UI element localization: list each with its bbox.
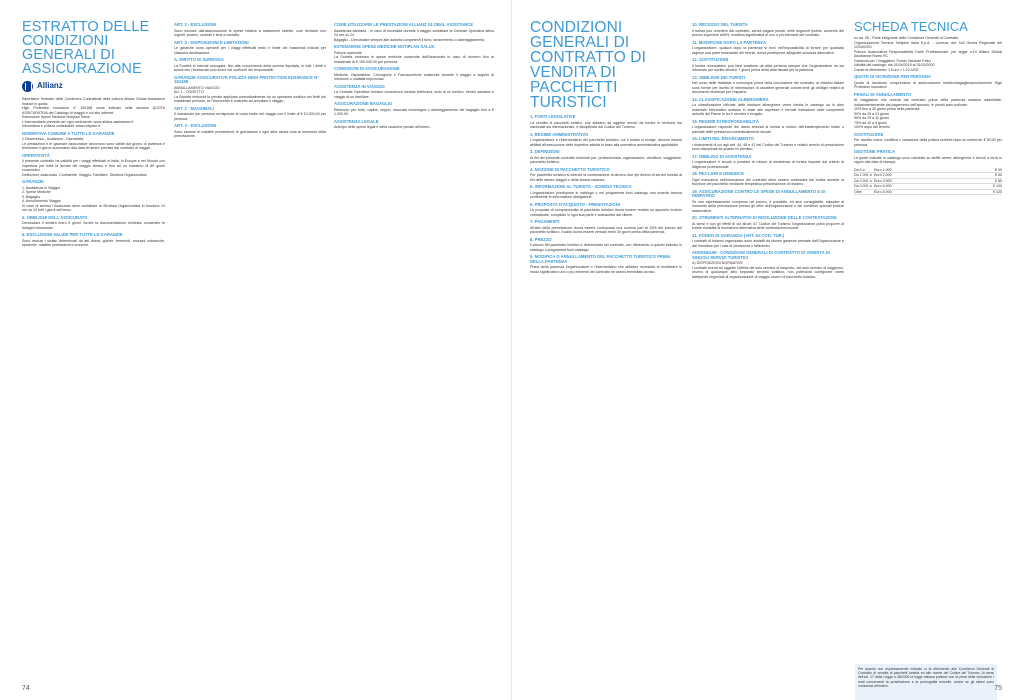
sections (530, 115, 682, 274)
section-text: La vendita di pacchetti turistici, che abbiano ad oggetto servizi da fornire in territorio sia nazionale sia internazionale, è disciplinata dal Codice del Turismo. (530, 120, 682, 129)
table-cell: Euro 2.000 (874, 173, 892, 177)
section-title: 19. ASSICURAZIONE CONTRO LE SPESE DI ANNULLAMENTO E DI RIMPATRIO (692, 188, 826, 198)
section-text: ex art. 05 - Parte integrante delle Condizioni Generali di Contratto Organizzazione Tecnica: Notiplan Italia S.p.A. - Licenza: det. N.8 Giunta Regionale del 12/04/2001 Polizza Assicurativa Responsabilità Civile Professionale: per legge n.10 Allianz Global Assistance Ramo RC Garanzia per i Viaggiatori: Fondo Vacanze Felici Validità del catalogo: dal 01/04/2019 al 31/03/2020 Cambi di riferimento: 1 Euro = 1,12 USD (854, 36, 1002, 72)
section-text: Ogni mancanza nell'esecuzione del contratto deve essere contestata dal turista durante la fruizione del pacchetto mediante tempestiva presentazione di reclamo. (692, 177, 844, 186)
section-title: 9. MODIFICA O ANNULLAMENTO DEL PACCHETTO TURISTICO PRIMA DELLA PARTENZA (530, 254, 671, 264)
table-cell: Euro 5.000 (874, 189, 892, 194)
left-column-1 (22, 20, 165, 248)
section-text: 1. Assistenza in Viaggio 2. Spese Mediche 3. Bagaglio 4. Annullamento Viaggio In caso di sinistro l'Assicurato deve contattare la Struttura Organizzativa in funzione 24 ore su 24 tutti i giorni dell'anno. (22, 185, 165, 212)
section-title: ART. 3 - ESCLUSIONI (174, 123, 217, 128)
section-text: Mediche, Ospedaliere, Chirurgiche e Farmaceutiche sostenute durante il viaggio a seguito di infortunio o malattia improvvisa. (334, 72, 494, 81)
table-cell: Euro 5.000 (874, 184, 892, 188)
section-text: 1 Decorrenza - Scadenza - Operatività Le prestazioni e le garanzie assicurative decorrono sono valide dal giorno di partenza e terminano il giorno successivo alla data di rientro previsto dal contratto di viaggio. (22, 137, 165, 150)
table-row (854, 190, 1002, 196)
section-text: La proposta di compravendita di pacchetto turistico dovrà essere redatta su apposito modulo contrattuale, compilato in ogni sua parte e sottoscritto dal cliente. (530, 208, 682, 217)
section-title: 20. STRUMENTI ALTERNATIVI DI RISOLUZIONE DELLE CONTESTAZIONI (692, 215, 837, 220)
section-text: Anticipo delle spese legali e della cauzione penale all'estero. (334, 125, 431, 129)
section-text: Il prezzo del pacchetto turistico è determinato nel contratto, con riferimento a quanto indicato in catalogo o programma fuori catalogo. (530, 243, 682, 252)
table-cell: Da 1.001 a (854, 173, 872, 177)
left-column-3 (334, 20, 494, 130)
table-cell: € 130 (993, 189, 1002, 194)
sections (334, 23, 494, 130)
section-title: 17. OBBLIGO DI ASSISTENZA (692, 153, 752, 159)
section-text: Sono escluse le malattie preesistenti, le gravidanze e ogni altra causa nota al momento della prenotazione. (174, 129, 326, 138)
section-text: Assistenza sanitaria - In caso di necessità durante il viaggio contattare la Centrale Operativa attiva 24 ore su 24. Bagaglio - Denunciare sempre alle autorità competenti il furto, smarrimento o danneggiamento. (334, 28, 494, 42)
sections (854, 36, 1002, 165)
section-title: GARANZIE (22, 179, 44, 184)
section-title: A. DIRITTO DI SURROGA (174, 57, 224, 62)
section-title: 4. NOZIONE DI PACCHETTO TURISTICO (530, 166, 610, 172)
table-cell: € 60 (995, 173, 1002, 177)
section-text: I risarcimenti di cui agli artt. 44, 45 e 47 del Codice del Turismo e relativi termini di prescrizione sono disciplinati da quanto ivi previsto. (692, 142, 844, 151)
section-text: Le garanzie sono operanti per i viaggi effettuati entro il limite dei massimali indicati per ciascuna destinazione. (174, 46, 326, 55)
page-number-left: 74 (22, 685, 30, 692)
section-text: Denunciare il sinistro entro 5 giorni, fornire la documentazione richiesta, consentire le indagini necessarie. (22, 221, 165, 230)
section-title: 1. FONTI LEGISLATIVE (530, 114, 576, 119)
section-title: GARANZIE ASSICURATIVE POLIZZA HIGH PROTECTION INSURANCE N° 194168 (174, 74, 319, 84)
scheda-tecnica-heading: SCHEDA TECNICA (854, 20, 968, 34)
section-text: Polizza opzionale La Società rimborsa le spese mediche sostenute dall'Assicurato in caso di ricovero fino al massimale di € 100.000,00 per persona. (334, 50, 494, 64)
table-cell: Euro 3.000 (874, 178, 892, 183)
section-title: ART. 2 - ESCLUSIONI (174, 22, 217, 27)
section-title: 6. ESCLUSIONI VALIDE PER TUTTE LE GARANZIE (22, 232, 123, 237)
section-title: CONDIZIONI DI ASSICURAZIONE (334, 66, 400, 71)
section-text: Il presente contratto ha validità per i viaggi effettuati in Italia, in Europa e nel Mondo con copertura per tutta la durata del viaggio stesso e fino ad un massimo di 60 giorni consecutivi. Definizioni, Assicurato, Contraente, Viaggio, Familiare, Struttura Organizzativa. (22, 159, 165, 177)
right-column-3 (854, 20, 1002, 700)
table-cell: € 40 (995, 167, 1002, 172)
section-title: 7. PAGAMENTI (530, 219, 560, 224)
section-title: 18. RECLAMI E DENUNCE (692, 171, 744, 176)
section-text: L'organizzatore predispone in catalogo o nel programma fuori catalogo una scheda tecnica contenente le informazioni obbligatorie. (530, 190, 682, 199)
section-title: ART. 3 - DISPOSIZIONI E LIMITAZIONI (174, 39, 249, 45)
page-number-right: 75 (994, 685, 1002, 692)
section-text: Ai sensi e con gli effetti di cui all'art. 67 Codice del Turismo l'organizzatore potrà proporre al turista modalità di risoluzione alternativa delle contestazioni insorte. (692, 221, 844, 230)
section-text: Quota di iscrizione comprensiva di assicurazione medico/bagaglio/annullamento High Protection Insurance (854, 80, 1002, 89)
right-column-2 (692, 20, 844, 279)
section-title: 8. PREZZO (530, 236, 552, 242)
section-title: COME UTILIZZARE LE PRESTAZIONI ALLIANZ GLOBAL ASSISTANCE (334, 22, 474, 27)
section-text: Al viaggiatore che receda dal contratto prima della partenza saranno addebitate, indipendentemente dal pagamento dell'acconto, le penali sotto indicate: 10% fino a 30 giorni prima della partenza 30% da 29 a 21 giorni 50% da 20 a 11 giorni 75% da 10 a 3 giorni 100% dopo tali termini (854, 98, 1002, 129)
section-title: 12. SOSTITUZIONI (692, 57, 729, 62)
section-text: Prima della partenza l'organizzatore o l'intermediario che abbiano necessità di modificare in modo significativo uno o più elementi del contratto ne danno immediato avviso. (530, 265, 682, 274)
section-title: SOSTITUZIONI (854, 131, 884, 137)
allianz-logo (22, 81, 165, 92)
section-title: 16. LIMITI DEL RISARCIMENTO (692, 136, 754, 141)
right-column-1 (530, 20, 682, 274)
section-text: Per cambio nome, modifica o variazione della pratica richiesti dopo la conferma: € 50,00 per persona. (854, 138, 1002, 147)
section-title: ART. 2 - MASSIMALI (174, 105, 215, 111)
section-title: ASSISTENZA LEGALE (334, 118, 379, 124)
section-text: Sono escluse dall'assicurazione le spese relative a trattamenti estetici, cure dentarie non urgenti, protesi, occhiali e lenti a contatto. (174, 28, 326, 37)
section-text: A) DISPOSIZIONI NORMATIVE I contratti aventi ad oggetto l'offerta del solo servizio di trasporto, del solo servizio di soggiorno, ovvero di qualunque altro separato servizio turistico, non potendosi configurare come fattispecie negoziale di organizzazione di viaggio ovvero di pacchetto turistico. (692, 261, 844, 279)
section-text: L'organizzatore è tenuto a prestare le misure di assistenza al turista imposte dal criterio di diligenza professionale. (692, 160, 844, 169)
section-title: ASSISTENZA IN VIAGGIO (334, 83, 385, 89)
allianz-logo-text: Allianz (37, 81, 63, 91)
section-text: Il massimale per persona corrisponde al costo totale del viaggio con il limite di € 10.000,00 per persona. (174, 112, 326, 121)
section-title: 11. MODIFICHE DOPO LA PARTENZA (692, 39, 766, 45)
section-title: 3. DEFINIZIONI (530, 149, 560, 154)
footer-note-box (855, 664, 997, 700)
page-heading: CONDIZIONI GENERALI DI CONTRATTO DI VENDITA DI PACCHETTI TURISTICI (530, 20, 647, 111)
section-text: Se non espressamente comprese nel prezzo, è possibile, ed anzi consigliabile, stipulare al momento della prenotazione presso gli uffici dell'organizzatore o del venditore speciali polizze assicurative. (692, 199, 844, 213)
section-title: GESTIONE PRATICA (854, 149, 896, 154)
section-title: 5. INFORMAZIONI AL TURISTA - SCHEDA TECNICA (530, 184, 632, 189)
section-text: L'organizzatore risponde dei danni arrecati al turista a motivo dell'inadempimento totale o parziale delle prestazioni contrattualmente dovute. (692, 125, 844, 134)
section-title: PENALI DI ANNULLAMENTO (854, 91, 911, 97)
table-cell: Euro 1.000 (874, 167, 892, 172)
section-text: Il turista rinunciatario può farsi sostituire da altra persona sempre che l'organizzatore ne sia informato per iscritto almeno 7 giorni prima della data fissata per la partenza. (692, 63, 844, 72)
section-text: La Società si intende surrogata, fino alla concorrenza della somma liquidata, in tutti i diritti e azioni che l'Assicurato può avere nei confronti dei responsabili. (174, 63, 326, 72)
section-title: ESTENSIONE SPESE MEDICHE NOTIPLAN SALUS (334, 44, 435, 49)
section-text: I contratti di turismo organizzato sono assistiti da idonee garanzie prestate dall'Organizzatore e dal Venditore per i casi di insolvenza o fallimento. (692, 239, 844, 248)
section-text: Sono esclusi i sinistri determinati da atti dolosi, guerre, terremoti, eruzioni vulcaniche, epidemie, malattie preesistenti e croniche. (22, 238, 165, 247)
table-cell: Oltre (854, 189, 862, 194)
section-text: La Centrale Operativa fornisce consulenza medica telefonica, invio di un medico, rientro sanitario e viaggio di un familiare. (334, 90, 494, 99)
section-text: Rimborso per furto, rapina, scippo, mancata riconsegna o danneggiamento del bagaglio fino a € 1.000,00. (334, 107, 494, 116)
section-title: 6. PROPOSTA D'ACQUISTO - PRENOTAZIONI (530, 201, 620, 207)
page-heading: ESTRATTO DELLE CONDIZIONI GENERALI DI ASSICURAZIONE (22, 20, 150, 77)
section-text: L'organizzatore, qualora dopo la partenza si trovi nell'impossibilità di fornire per qualsiasi ragione una parte essenziale dei servizi, dovrà predisporre adeguate soluzioni alternative. (692, 46, 844, 55)
section-title: ADDENDUM - CONDIZIONI GENERALI DI CONTRATTO DI VENDITA DI SINGOLI SERVIZI TURISTICI (692, 250, 830, 260)
table-cell: € 100 (993, 184, 1002, 188)
section-text: Le quote indicate in catalogo sono calcolate su tariffe aeree, alberghiere e servizi a terra in vigore alla data di stampa. (854, 155, 1002, 164)
section-text: ANNULLAMENTO VIAGGIO Art. 1 - OGGETTO La Società rimborsa la penale applicata contrattualmente da un operatore turistico nei limiti del massimale previsto, se l'Assicurato è costretto ad annullare il viaggio. (174, 85, 326, 103)
section-title: 14. CLASSIFICAZIONE ALBERGHIERA (692, 96, 769, 102)
section-title: 13. OBBLIGHI DEI TURISTI (692, 74, 746, 80)
table-cell: Da 2.001 a (854, 178, 872, 183)
section-title: 5. OBBLIGHI DELL'ASSICURATO (22, 214, 88, 220)
left-column-2 (174, 20, 326, 139)
table-cell: Da 3.001 a (854, 184, 872, 188)
table-cell: Da 0 a (854, 167, 865, 172)
sections (692, 23, 844, 279)
footer-note: Per quanto non espressamente indicato si fa riferimento alle Condizioni Generali di Contratto di vendita di pacchetti turistici ed alle norme del Codice del Turismo. Ai sensi dell'art. 17 della Legge n.38/2006 la legge italiana punisce con la pena della reclusione i reati concernenti la prostituzione e la pornografia minorile, anche se gli stessi sono commessi all'estero. (858, 667, 994, 688)
section-text: Per pacchetto turistico si intende la combinazione di almeno due tipi diversi di servizi turistici ai fini dello stesso viaggio o della stessa vacanza. (530, 173, 682, 182)
fee-table (854, 168, 1002, 196)
intro-text: Riportiamo l'estratto delle Condizioni Contrattuali della polizza Allianz Global Assistance incluse in quota: High Protection Insurance n° 194168 come indicato nella sezione QUOTA ASSICURATIVA del Catalogo di viaggio e sul sito internet. Estensione Spese Mediche Notiplan Salus L'Intermediario prevede per ogni contraente: www.allianz-assistance.it Informativa e polizza consultabili: www.notiplan.it (22, 97, 165, 128)
section-title: 21. FONDO DI GARANZIA (ART. 51 COD. TUR.) (692, 232, 785, 238)
right-page (512, 0, 1024, 700)
section-title: 2. REGIME AMMINISTRATIVO (530, 131, 589, 137)
section-text: Ai fini del presente contratto s'intende per: professionista, organizzatore, venditore, viaggiatore, pacchetto turistico. (530, 155, 682, 164)
section-title: QUOTE DI ISCRIZIONE PER PERSONA (854, 74, 932, 79)
sections (174, 23, 326, 139)
sections (22, 132, 165, 248)
section-title: 15. REGIME DI RESPONSABILITÀ (692, 118, 760, 124)
section-text: Il turista può recedere dal contratto, senza pagare penali, nelle seguenti ipotesi: aumento del prezzo superiore all'8%, modifica significativa di uno o più elementi del contratto. (692, 28, 844, 37)
section-title: ASSICURAZIONE BAGAGLIO (334, 101, 393, 106)
allianz-logo-icon (22, 81, 33, 92)
table-cell: € 80 (995, 178, 1002, 183)
section-title: OPERATIVITÀ (22, 152, 50, 158)
section-text: L'organizzatore e l'intermediario del pacchetto turistico, cui il turista si rivolge, devono essere abilitati all'esecuzione delle rispettive attività in base alla normativa amministrativa applicabile. (530, 138, 682, 147)
section-title: NORMATIVA COMUNE A TUTTE LE GARANZIE (22, 130, 115, 136)
section-text: All'atto della prenotazione dovrà essere corrisposta una somma pari al 25% del prezzo del pacchetto turistico; il saldo dovrà essere versato entro 30 giorni prima della partenza. (530, 225, 682, 234)
section-text: La classificazione ufficiale delle strutture alberghiere viene fornita in catalogo od in altro materiale informativo soltanto in base alle espresse e formali indicazioni delle competenti autorità del Paese in cui il servizio è erogato. (692, 103, 844, 116)
section-text: Nel corso delle trattative e comunque prima della conclusione del contratto, ai cittadini italiani sono fornite per iscritto le informazioni di carattere generale concernenti gli obblighi relativi ai documenti necessari per l'espatrio. (692, 81, 844, 94)
section-title: 10. RECESSO DEL TURISTA (692, 22, 748, 27)
